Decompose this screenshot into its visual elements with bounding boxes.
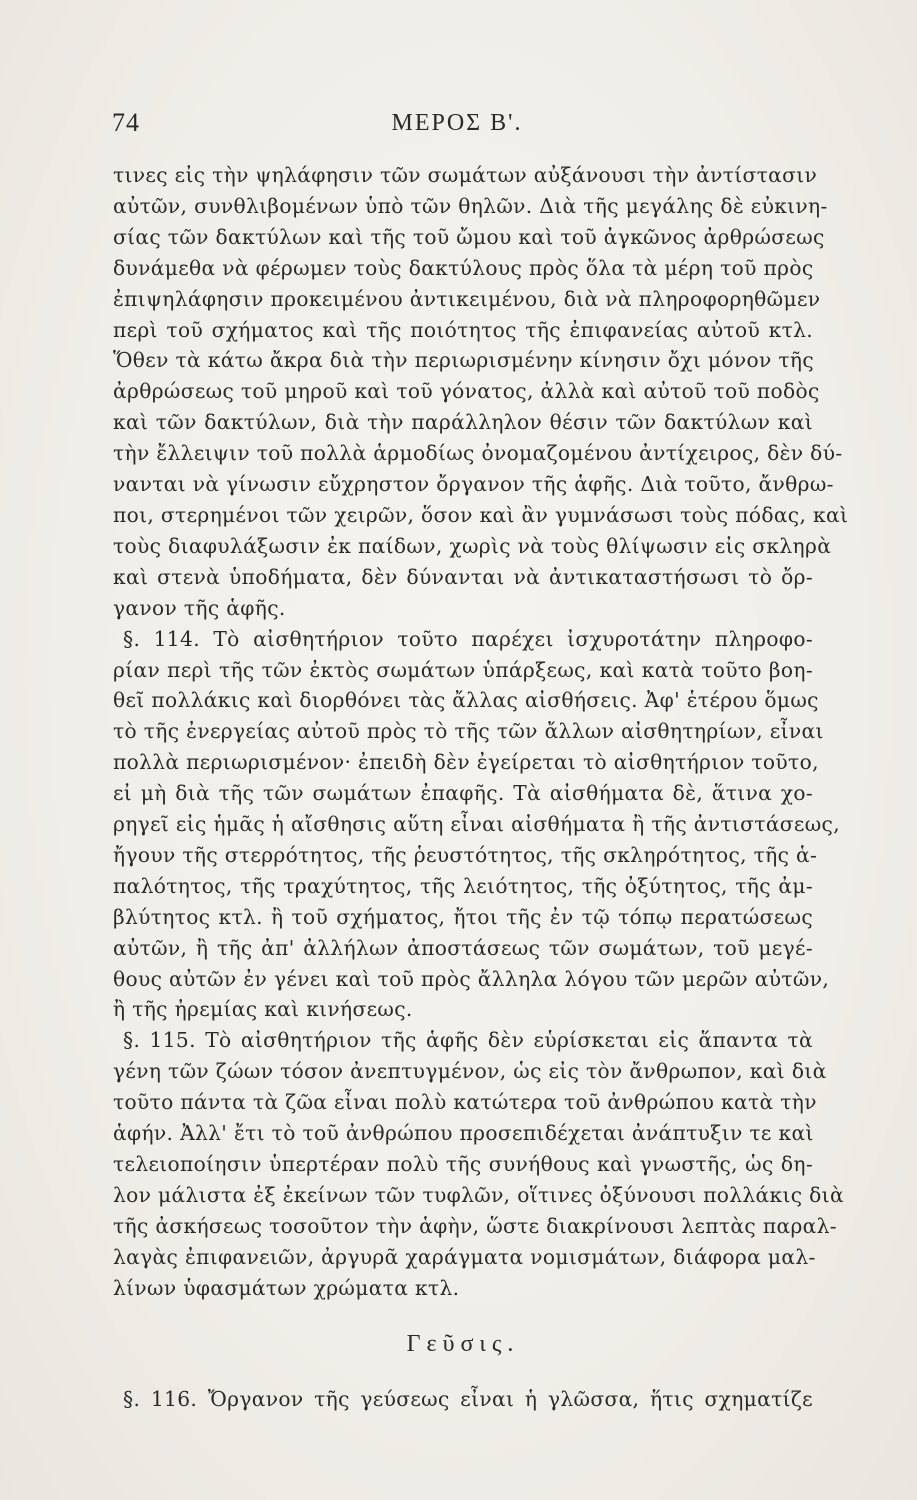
text-line: γανον τῆς ἁφῆς. (113, 595, 286, 620)
text-line: βλύτητος κτλ. ἢ τοῦ σχήματος, ἤτοι τῆς ἐν τῷ τόπῳ περατώσεως (113, 904, 813, 929)
text-line: πολλὰ περιωρισμένον· ἐπειδὴ δὲν ἐγείρεται τὸ αἰσθητήριον τοῦτο, (113, 750, 819, 775)
paragraph (113, 1384, 813, 1415)
text-line: §. 114. Τὸ αἰσθητήριον τοῦτο παρέχει ἰσχυροτάτην πληροφο- (123, 626, 813, 651)
text-line: τελειοποίησιν ὑπερτέραν πολὺ τῆς συνήθους καὶ γνωστῆς, ὡς δη- (113, 1152, 813, 1176)
text-line: γένη τῶν ζώων τόσον ἀνεπτυγμένον, ὡς εἰς τὸν ἄνθρωπον, καὶ διὰ (113, 1059, 827, 1084)
text-line: λίνων ὑφασμάτων χρώματα κτλ. (113, 1275, 460, 1300)
text-line: λον μάλιστα ἐξ ἐκείνων τῶν τυφλῶν, οἵτινες ὀξύνουσι πολλάκις διὰ (113, 1182, 844, 1207)
text-line: τὴν ἔλλειψιν τοῦ πολλὰ ἁρμοδίως ὀνομαζομένου ἀντίχειρος, δὲν δύ- (113, 441, 843, 466)
body-text (113, 160, 849, 1414)
text-line: αὐτῶν, συνθλιβομένων ὑπὸ τῶν θηλῶν. Διὰ τῆς μεγάλης δὲ εὐκινη- (113, 193, 828, 218)
running-head: ΜΕΡΟΣ Β'. (391, 110, 523, 136)
paragraph (113, 624, 840, 1026)
text-line: §. 116. Ὄργανον τῆς γεύσεως εἶναι ἡ γλῶσσα, ἥτις σχηματίζε (123, 1386, 813, 1411)
text-line: παλότητος, τῆς τραχύτητος, τῆς λειότητος, τῆς ὀξύτητος, τῆς ἀμ- (113, 873, 813, 898)
text-line: περὶ τοῦ σχήματος καὶ τῆς ποιότητος τῆς ἐπιφανείας αὐτοῦ κτλ. (113, 317, 813, 342)
text-line: τὸ τῆς ἐνεργείας αὐτοῦ πρὸς τὸ τῆς τῶν ἄλλων αἰσθητηρίων, εἶναι (113, 719, 824, 744)
text-line: δυνάμεθα νὰ φέρωμεν τοὺς δακτύλους πρὸς ὅλα τὰ μέρη τοῦ πρὸς (113, 255, 814, 280)
text-line: ἐπιψηλάφησιν προκειμένου ἀντικειμένου, διὰ νὰ πληροφορηθῶμεν (113, 286, 821, 311)
text-line: ἁφήν. Ἀλλ' ἔτι τὸ τοῦ ἀνθρώπου προσεπιδέχεται ἀνάπτυξιν τε καὶ (113, 1121, 814, 1146)
text-line: Ὅθεν τὰ κάτω ἄκρα διὰ τὴν περιωρισμένην κίνησιν ὄχι μόνον τῆς (113, 348, 814, 373)
text-line: σίας τῶν δακτύλων καὶ τῆς τοῦ ὤμου καὶ τοῦ ἀγκῶνος ἀρθρώσεως (113, 224, 825, 249)
text-line: §. 115. Τὸ αἰσθητήριον τῆς ἁφῆς δὲν εὑρίσκεται εἰς ἅπαντα τὰ (123, 1028, 813, 1053)
text-line: θους αὐτῶν ἐν γένει καὶ τοῦ πρὸς ἄλληλα λόγου τῶν μερῶν αὐτῶν, (113, 966, 830, 991)
text-line: ἤγουν τῆς στερρότητος, τῆς ῥευστότητος, τῆς σκληρότητος, τῆς ἁ- (113, 842, 818, 867)
text-line: θεῖ πολλάκις καὶ διορθόνει τὰς ἄλλας αἰσθήσεις. Ἀφ' ἑτέρου ὅμως (113, 688, 819, 713)
paragraph (113, 160, 849, 624)
text-line: τῆς ἀσκήσεως τοσοῦτον τὴν ἁφὴν, ὥστε διακρίνουσι λεπτὰς παραλ- (113, 1213, 837, 1238)
text-line: καὶ τῶν δακτύλων, διὰ τὴν παράλληλον θέσιν τῶν δακτύλων καὶ (113, 410, 813, 435)
text-line: ἢ τῆς ἠρεμίας καὶ κινήσεως. (113, 997, 413, 1022)
text-line: τοὺς διαφυλάξωσιν ἐκ παίδων, χωρὶς νὰ τοὺς θλίψωσιν εἰς σκληρὰ (113, 533, 832, 558)
page-number: 74 (112, 108, 140, 137)
text-line: αὐτῶν, ἢ τῆς ἀπ' ἀλλήλων ἀποστάσεως τῶν σωμάτων, τοῦ μεγέ- (113, 935, 813, 960)
text-line: ἀρθρώσεως τοῦ μηροῦ καὶ τοῦ γόνατος, ἀλλὰ καὶ αὐτοῦ τοῦ ποδὸς (113, 379, 820, 404)
text-line: τοῦτο πάντα τὰ ζῶα εἶναι πολὺ κατώτερα τοῦ ἀνθρώπου κατὰ τὴν (113, 1090, 817, 1115)
page-header (112, 108, 802, 148)
section-heading: Γεῦσις. (406, 1330, 520, 1357)
text-line: εἰ μὴ διὰ τῆς τῶν σωμάτων ἐπαφῆς. Τὰ αἰσθήματα δὲ, ἅτινα χο- (113, 781, 813, 806)
paragraph (113, 1025, 844, 1303)
text-line: ρηγεῖ εἰς ἡμᾶς ἡ αἴσθησις αὕτη εἶναι αἰσθήματα ἢ τῆς ἀντιστάσεως, (113, 812, 840, 837)
text-line: καὶ στενὰ ὑποδήματα, δὲν δύνανται νὰ ἀντικαταστήσωσι τὸ ὄρ- (113, 564, 813, 589)
text-line: λαγὰς ἐπιφανειῶν, ἀργυρᾶ χαράγματα νομισμάτων, διάφορα μαλ- (113, 1244, 816, 1269)
text-line: νανται νὰ γίνωσιν εὔχρηστον ὄργανον τῆς ἁφῆς. Διὰ τοῦτο, ἄνθρω- (113, 472, 834, 497)
text-line: ποι, στερημένοι τῶν χειρῶν, ὅσον καὶ ἂν γυμνάσωσι τοὺς πόδας, καὶ (113, 502, 849, 527)
text-line: τινες εἰς τὴν ψηλάφησιν τῶν σωμάτων αὐξάνουσι τὴν ἀντίστασιν (113, 163, 818, 187)
text-line: ρίαν περὶ τῆς τῶν ἐκτὸς σωμάτων ὑπάρξεως, καὶ κατὰ τοῦτο βοη- (113, 657, 813, 682)
